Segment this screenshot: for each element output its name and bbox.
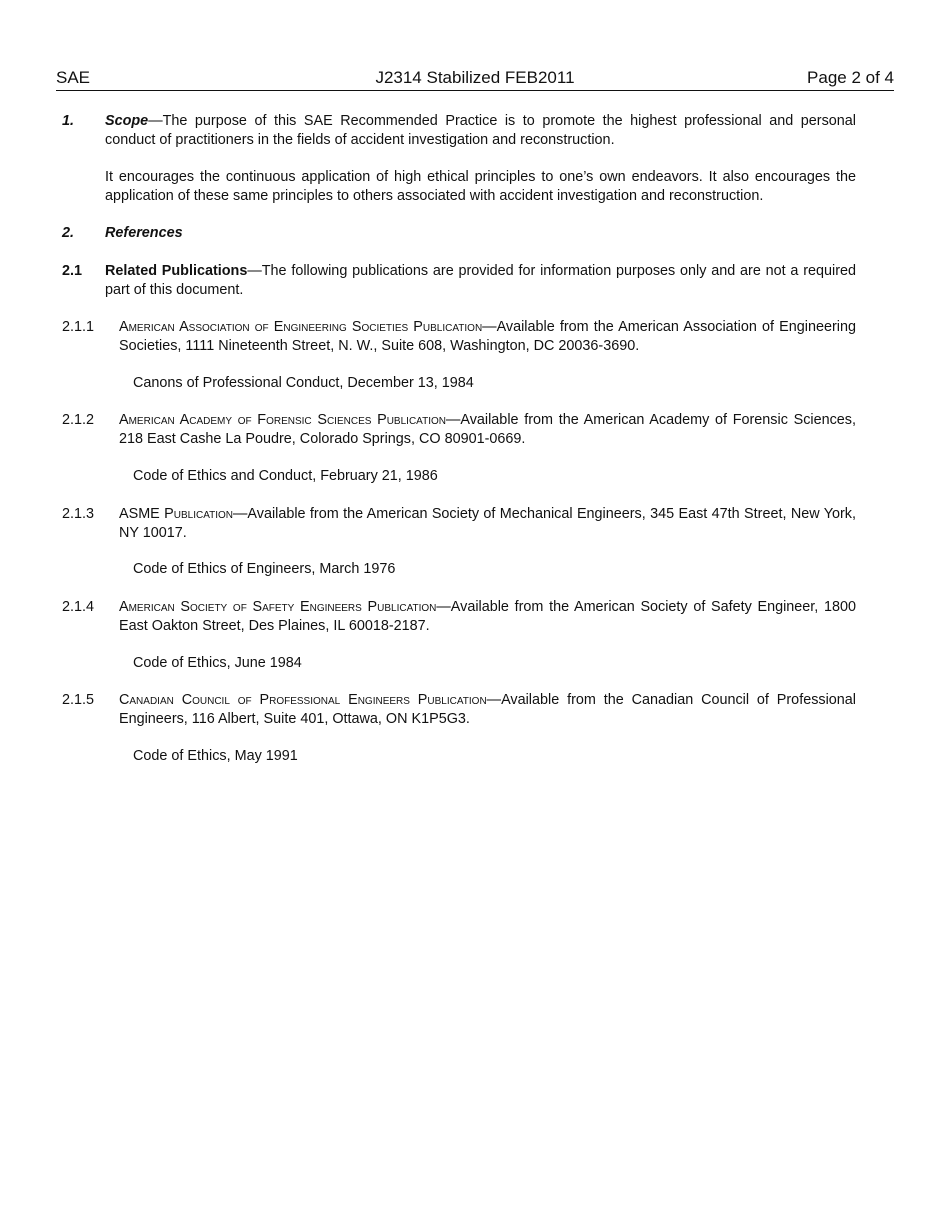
section-1-scope: [105, 112, 856, 150]
section-1-heading: Scope: [105, 113, 149, 129]
ref-2-1-2-source: American Academy of Forensic Sciences Publication: [119, 412, 446, 428]
section-2-1-related-publications: [105, 262, 856, 300]
ref-2-1-2-text: —Available from the American Academy of Forensic Sciences, 218 East Cashe La Poudre, Colorado Springs, CO 80901-0669.: [119, 412, 856, 447]
ref-2-1-1-number: 2.1.1: [62, 319, 95, 335]
ref-2-1-5-text: —Available from the Canadian Council of Professional Engineers, 116 Albert, Suite 401, Ottawa, ON K1P5G3.: [119, 692, 856, 727]
section-1-para2: It encourages the continuous application of high ethical principles to one’s own endeavors. It also encourages the application of these same principles to others associated with accident investigation and reconstruction.: [105, 169, 856, 204]
section-1-text: —The purpose of this SAE Recommended Practice is to promote the highest professional and personal conduct of practitioners in the fields of accident investigation and reconstruction.: [105, 113, 856, 148]
ref-2-1-1-text: —Available from the American Association of Engineering Societies, 1111 Nineteenth Street, N. W., Suite 608, Washington, DC 20036-3690.: [119, 319, 856, 354]
ref-2-1-2-title: Code of Ethics and Conduct, February 21, 1986: [133, 468, 438, 484]
ref-2-1-4-number: 2.1.4: [62, 599, 95, 615]
ref-2-1-2-number: 2.1.2: [62, 412, 95, 428]
section-2-1-text: —The following publications are provided for information purposes only and are not a required part of this document.: [105, 263, 857, 298]
ref-2-1-3-number: 2.1.3: [62, 506, 95, 522]
ref-2-1-4: [119, 598, 856, 636]
ref-2-1-4-source: American Society of Safety Engineers Publication: [119, 599, 437, 615]
ref-2-1-2: [119, 411, 856, 449]
ref-2-1-5-title: Code of Ethics, May 1991: [133, 748, 298, 764]
ref-2-1-1-source: American Association of Engineering Societies Publication: [119, 319, 483, 335]
ref-2-1-3-source: ASME Publication: [119, 506, 234, 522]
header-org: SAE: [56, 68, 91, 87]
header-document-id: J2314 Stabilized FEB2011: [375, 68, 575, 87]
section-2-number: 2.: [62, 225, 75, 241]
section-2-1-number: 2.1: [62, 263, 83, 279]
ref-2-1-4-title: Code of Ethics, June 1984: [133, 655, 302, 671]
ref-2-1-3-title: Code of Ethics of Engineers, March 1976: [133, 561, 396, 577]
ref-2-1-1: [119, 318, 856, 356]
ref-2-1-1-title: Canons of Professional Conduct, December 13, 1984: [133, 375, 474, 391]
page-header: [56, 68, 894, 91]
section-1-number: 1.: [62, 113, 75, 129]
ref-2-1-4-text: —Available from the American Society of Safety Engineer, 1800 East Oakton Street, Des Plaines, IL 60018-2187.: [119, 599, 856, 634]
section-2-1-heading: Related Publications: [105, 263, 248, 279]
ref-2-1-3-text: —Available from the American Society of Mechanical Engineers, 345 East 47th Street, New York, NY 10017.: [119, 506, 856, 541]
ref-2-1-5-number: 2.1.5: [62, 692, 95, 708]
section-2-heading: References: [105, 225, 183, 241]
ref-2-1-5: [119, 691, 856, 729]
header-page-number: Page 2 of 4: [807, 68, 894, 87]
ref-2-1-5-source: Canadian Council of Professional Engineers Publication: [119, 692, 487, 708]
ref-2-1-3: [119, 505, 856, 543]
